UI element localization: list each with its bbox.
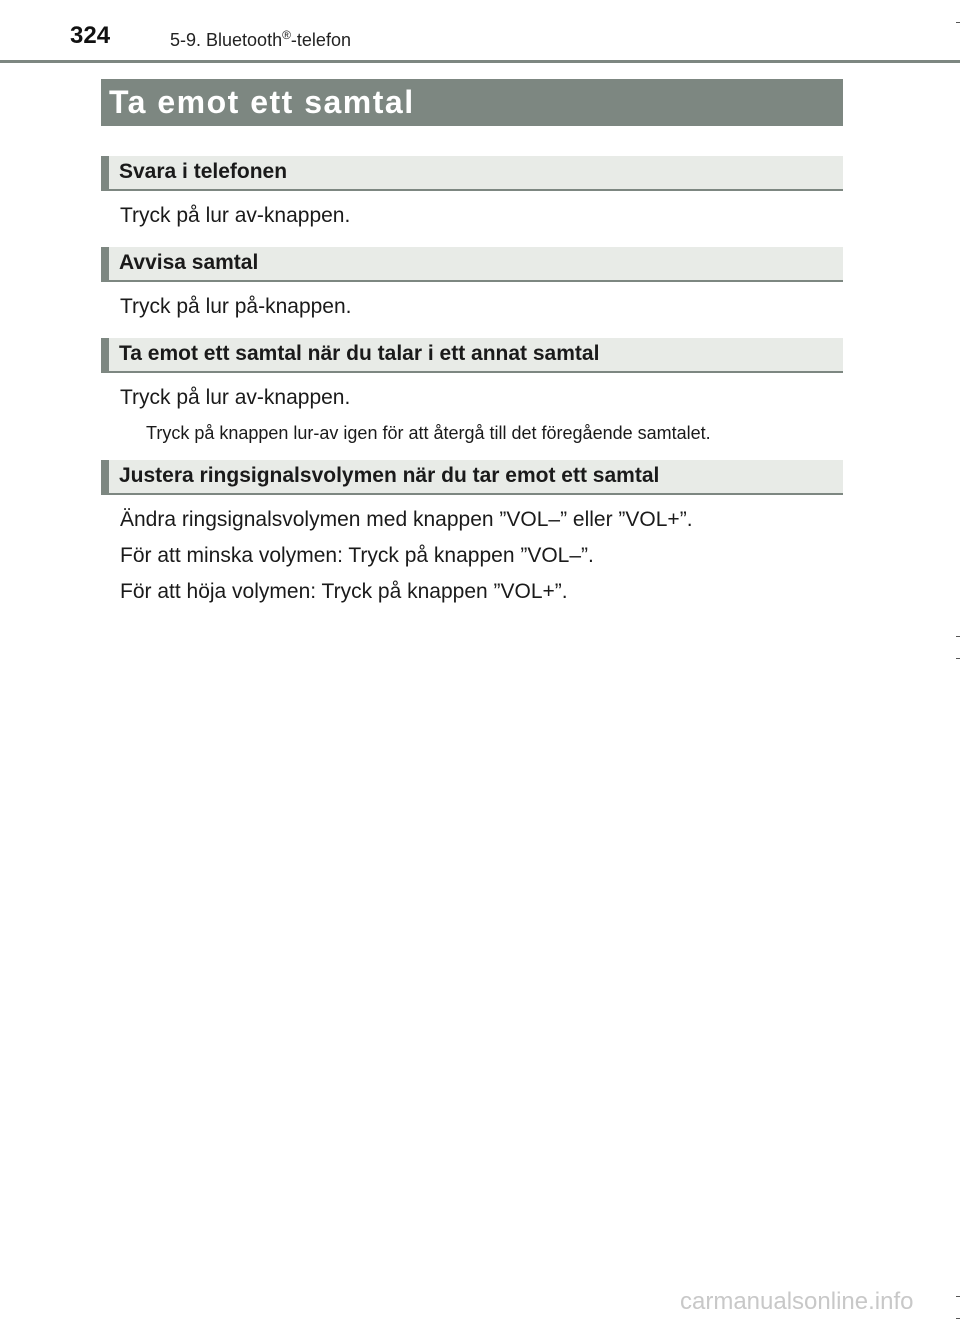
registered-mark: ®	[282, 28, 291, 42]
subheading-text: Avvisa samtal	[119, 251, 259, 274]
section-path	[170, 28, 351, 51]
instruction-text: Tryck på lur av-knappen.	[120, 204, 351, 227]
instruction-text: För att höja volymen: Tryck på knappen ”VOL+”.	[120, 580, 568, 603]
subheading-call-waiting	[101, 338, 843, 373]
subheading-ring-volume	[101, 460, 843, 495]
subheading-text: Svara i telefonen	[119, 160, 288, 183]
crop-mark	[956, 636, 960, 637]
subheading-reject-call	[101, 247, 843, 282]
instruction-text: Ändra ringsignalsvolymen med knappen ”VOL–” eller ”VOL+”.	[120, 508, 693, 531]
subheading-text: Ta emot ett samtal när du talar i ett annat samtal	[119, 342, 600, 365]
subheading-text: Justera ringsignalsvolymen när du tar emot ett samtal	[119, 464, 660, 487]
section-suffix: -telefon	[290, 30, 351, 50]
instruction-text: För att minska volymen: Tryck på knappen ”VOL–”.	[120, 544, 594, 567]
crop-mark	[956, 658, 960, 659]
crop-mark	[956, 1296, 960, 1297]
header-rule	[0, 60, 960, 63]
page-title-bar	[101, 79, 843, 126]
note-text: Tryck på knappen lur-av igen för att återgå till det föregående samtalet.	[146, 423, 711, 443]
subheading-answer-phone	[101, 156, 843, 191]
section-prefix: 5-9. Bluetooth	[170, 30, 283, 50]
instruction-text: Tryck på lur på-knappen.	[120, 295, 352, 318]
page-number: 324	[70, 22, 111, 49]
crop-mark	[956, 22, 960, 23]
page-title: Ta emot ett samtal	[109, 84, 415, 120]
instruction-text: Tryck på lur av-knappen.	[120, 386, 351, 409]
page-header	[0, 0, 960, 62]
watermark: carmanualsonline.info	[680, 1288, 914, 1315]
